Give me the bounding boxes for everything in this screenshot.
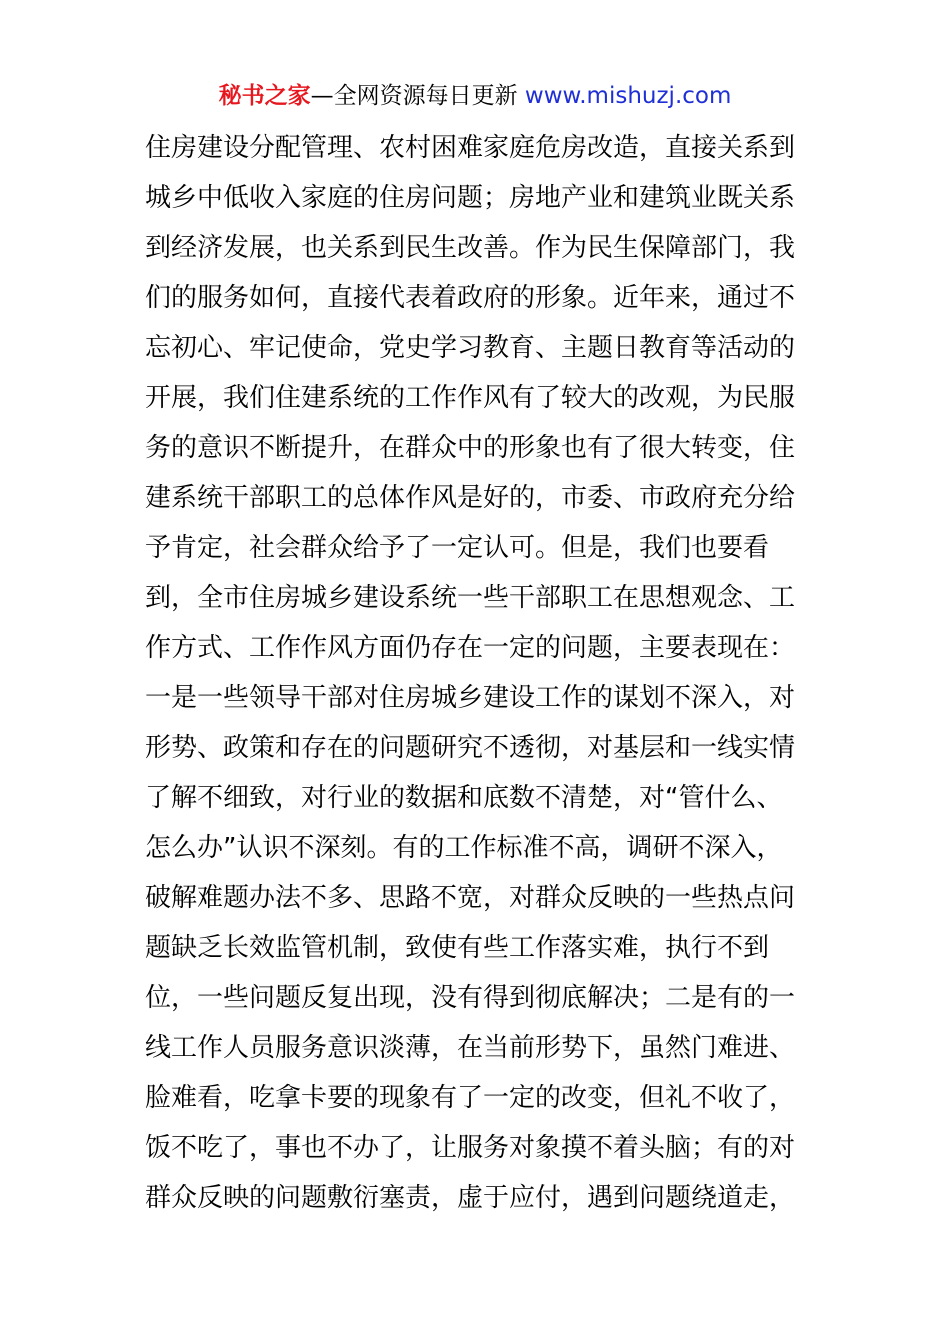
- text-line: 予肯定，社会群众给予了一定认可。但是，我们也要看: [145, 533, 770, 563]
- text-line: 位，一些问题反复出现，没有得到彻底解决；二是有的一: [145, 983, 796, 1013]
- text-line: 开展，我们住建系统的工作作风有了较大的改观，为民服: [145, 383, 796, 413]
- text-line: 了解不细致，对行业的数据和底数不清楚，对“管什么、: [145, 783, 783, 813]
- text-line: 建系统干部职工的总体作风是好的，市委、市政府充分给: [145, 483, 796, 513]
- header-tagline: —全网资源每日更新: [310, 83, 525, 109]
- text-line: 题缺乏长效监管机制，致使有些工作落实难，执行不到: [145, 933, 770, 963]
- text-line: 到，全市住房城乡建设系统一些干部职工在思想观念、工: [145, 583, 796, 613]
- text-line: 群众反映的问题敷衍塞责，虚于应付，遇到问题绕道走，: [145, 1183, 796, 1213]
- text-line: 线工作人员服务意识淡薄，在当前形势下，虽然门难进、: [145, 1033, 796, 1063]
- header-url-link[interactable]: www.mishuzj.com: [524, 83, 732, 109]
- text-line: 城乡中低收入家庭的住房问题；房地产业和建筑业既关系: [145, 183, 796, 213]
- text-line: 饭不吃了，事也不办了，让服务对象摸不着头脑；有的对: [145, 1133, 796, 1163]
- text-line: 形势、政策和存在的问题研究不透彻，对基层和一线实情: [145, 733, 796, 763]
- text-line: 破解难题办法不多、思路不宽，对群众反映的一些热点问: [145, 883, 796, 913]
- text-line: 怎么办”认识不深刻。有的工作标准不高，调研不深入，: [145, 833, 783, 863]
- text-line: 们的服务如何，直接代表着政府的形象。近年来，通过不: [145, 283, 796, 313]
- text-line: 忘初心、牢记使命，党史学习教育、主题日教育等活动的: [145, 333, 796, 363]
- text-line: 脸难看，吃拿卡要的现象有了一定的改变，但礼不收了，: [145, 1083, 796, 1113]
- text-line: 到经济发展，也关系到民生改善。作为民生保障部门，我: [145, 233, 796, 263]
- header-brand: 秘书之家: [218, 83, 311, 109]
- page-header: [0, 80, 950, 112]
- text-line: 一是一些领导干部对住房城乡建设工作的谋划不深入，对: [145, 683, 796, 713]
- text-line: 作方式、工作作风方面仍存在一定的问题，主要表现在：: [145, 633, 796, 663]
- document-body: [145, 123, 825, 1223]
- text-line: 务的意识不断提升，在群众中的形象也有了很大转变，住: [145, 433, 796, 463]
- text-line: 住房建设分配管理、农村困难家庭危房改造，直接关系到: [145, 133, 796, 163]
